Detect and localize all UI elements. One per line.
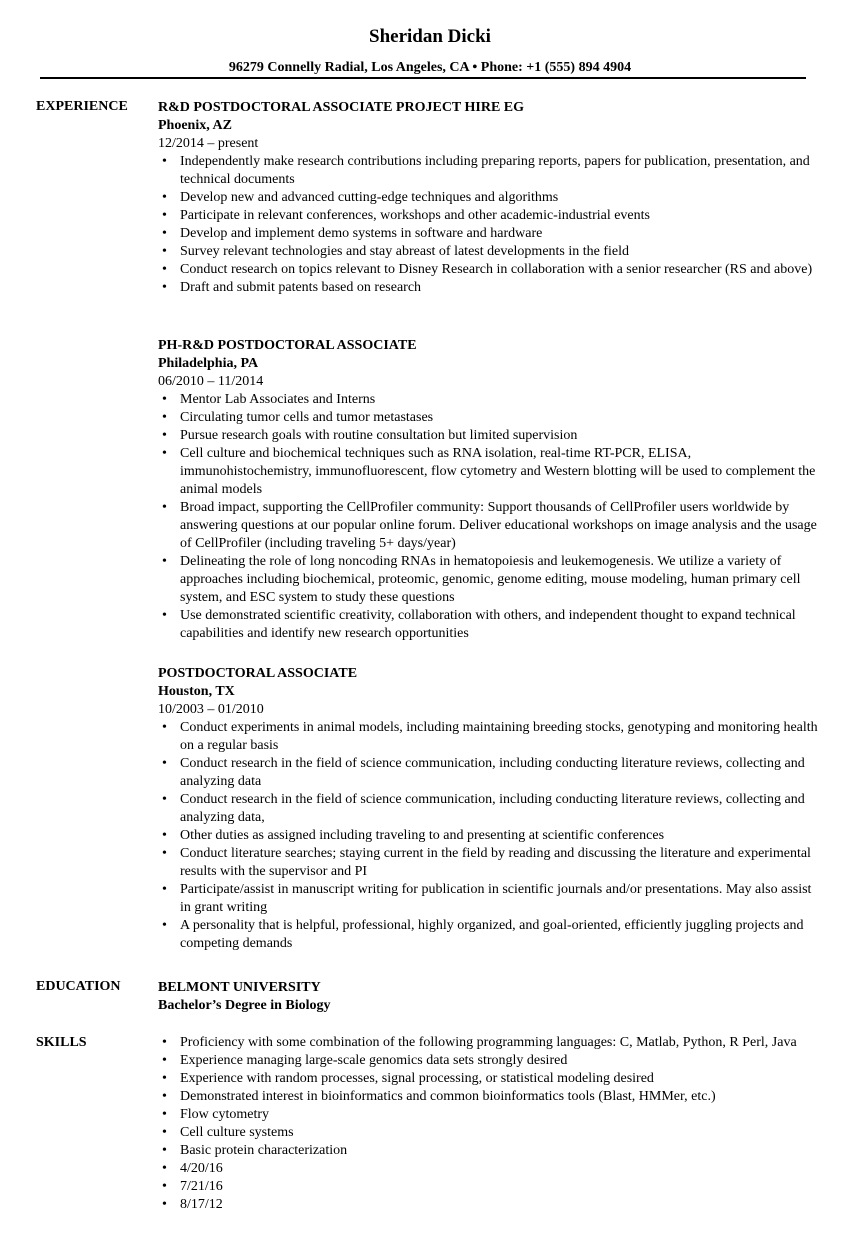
candidate-name: Sheridan Dicki xyxy=(369,26,491,47)
list-item: • Draft and submit patents based on research xyxy=(158,279,820,297)
job-location: Houston, TX xyxy=(158,684,235,699)
list-item: • Broad impact, supporting the CellProfiler community: Support thousands of CellProfiler users worldwide by answering questions at our popular online forum. Deliver educational workshops on image analysis and the usage of CellProfiler (including traveling 5+ days/year) xyxy=(158,499,820,553)
list-item: • Other duties as assigned including traveling to and presenting at scientific conferences xyxy=(158,827,820,845)
job-title: PH-R&D POSTDOCTORAL ASSOCIATE xyxy=(158,338,417,353)
list-item: • Delineating the role of long noncoding RNAs in hematopoiesis and leukemogenesis. We utilize a variety of approaches including biochemical, proteomic, genomic, genome editing, mouse modeling, human primary cell system, and ESC system to study these questions xyxy=(158,553,820,607)
experience-entry-2 xyxy=(158,337,818,643)
skills-entry xyxy=(158,1034,818,1214)
list-item: • 4/20/16 xyxy=(158,1160,820,1178)
list-item: • 8/17/12 xyxy=(158,1196,820,1214)
job-dates: 06/2010 – 11/2014 xyxy=(158,374,264,389)
list-item: • Experience managing large-scale genomics data sets strongly desired xyxy=(158,1052,820,1070)
skills-list xyxy=(158,1034,818,1214)
list-item: • Participate in relevant conferences, workshops and other academic-industrial events xyxy=(158,207,820,225)
job-bullets xyxy=(158,391,818,643)
list-item: • Cell culture and biochemical techniques such as RNA isolation, real-time RT-PCR, ELISA, immunohistochemistry, immunofluorescent, flow cytometry and Western blotting will be used to complement the animal models xyxy=(158,445,820,499)
list-item: • Demonstrated interest in bioinformatics and common bioinformatics tools (Blast, HMMer, etc.) xyxy=(158,1088,820,1106)
job-dates: 10/2003 – 01/2010 xyxy=(158,702,264,717)
contact-line: 96279 Connelly Radial, Los Angeles, CA • Phone: +1 (555) 894 4904 xyxy=(228,60,632,75)
education-heading: EDUCATION xyxy=(36,979,121,994)
list-item: • Basic protein characterization xyxy=(158,1142,820,1160)
job-location: Philadelphia, PA xyxy=(158,356,259,371)
job-dates: 12/2014 – present xyxy=(158,136,259,151)
list-item: • Flow cytometry xyxy=(158,1106,820,1124)
list-item: • Conduct literature searches; staying current in the field by reading and discussing the literature and experimental results with the supervisor and PI xyxy=(158,845,820,881)
experience-entry-3 xyxy=(158,665,818,953)
experience-heading: EXPERIENCE xyxy=(36,99,128,114)
list-item: • Develop and implement demo systems in software and hardware xyxy=(158,225,820,243)
list-item: • Use demonstrated scientific creativity, collaboration with others, and independent thought to expand technical capabilities and identify new research opportunities xyxy=(158,607,820,643)
degree: Bachelor’s Degree in Biology xyxy=(158,998,331,1013)
list-item: • Conduct research in the field of science communication, including conducting literature reviews, collecting and analyzing data, xyxy=(158,791,820,827)
school-name: BELMONT UNIVERSITY xyxy=(158,980,321,995)
list-item: • Conduct research in the field of science communication, including conducting literature reviews, collecting and analyzing data xyxy=(158,755,820,791)
experience-entry-1 xyxy=(158,99,818,297)
skills-heading: SKILLS xyxy=(36,1035,87,1050)
list-item: • Independently make research contributions including preparing reports, papers for publication, presentation, and technical documents xyxy=(158,153,820,189)
list-item: • 7/21/16 xyxy=(158,1178,820,1196)
header-divider xyxy=(40,77,806,79)
list-item: • Proficiency with some combination of the following programming languages: C, Matlab, Python, R Perl, Java xyxy=(158,1034,820,1052)
list-item: • Cell culture systems xyxy=(158,1124,820,1142)
list-item: • Participate/assist in manuscript writing for publication in scientific journals and/or presentations. May also assist in grant writing xyxy=(158,881,820,917)
list-item: • Conduct research on topics relevant to Disney Research in collaboration with a senior researcher (RS and above) xyxy=(158,261,820,279)
list-item: • Conduct experiments in animal models, including maintaining breeding stocks, genotyping and monitoring health on a regular basis xyxy=(158,719,820,755)
education-entry xyxy=(158,979,818,1015)
list-item: • Pursue research goals with routine consultation but limited supervision xyxy=(158,427,820,445)
list-item: • Mentor Lab Associates and Interns xyxy=(158,391,820,409)
job-location: Phoenix, AZ xyxy=(158,118,232,133)
list-item: • Circulating tumor cells and tumor metastases xyxy=(158,409,820,427)
list-item: • Survey relevant technologies and stay abreast of latest developments in the field xyxy=(158,243,820,261)
job-title: R&D POSTDOCTORAL ASSOCIATE PROJECT HIRE EG xyxy=(158,100,525,115)
job-bullets xyxy=(158,153,818,297)
list-item: • Experience with random processes, signal processing, or statistical modeling desired xyxy=(158,1070,820,1088)
list-item: • A personality that is helpful, professional, highly organized, and goal-oriented, efficiently juggling projects and competing demands xyxy=(158,917,820,953)
job-bullets xyxy=(158,719,818,953)
list-item: • Develop new and advanced cutting-edge techniques and algorithms xyxy=(158,189,820,207)
job-title: POSTDOCTORAL ASSOCIATE xyxy=(158,666,358,681)
